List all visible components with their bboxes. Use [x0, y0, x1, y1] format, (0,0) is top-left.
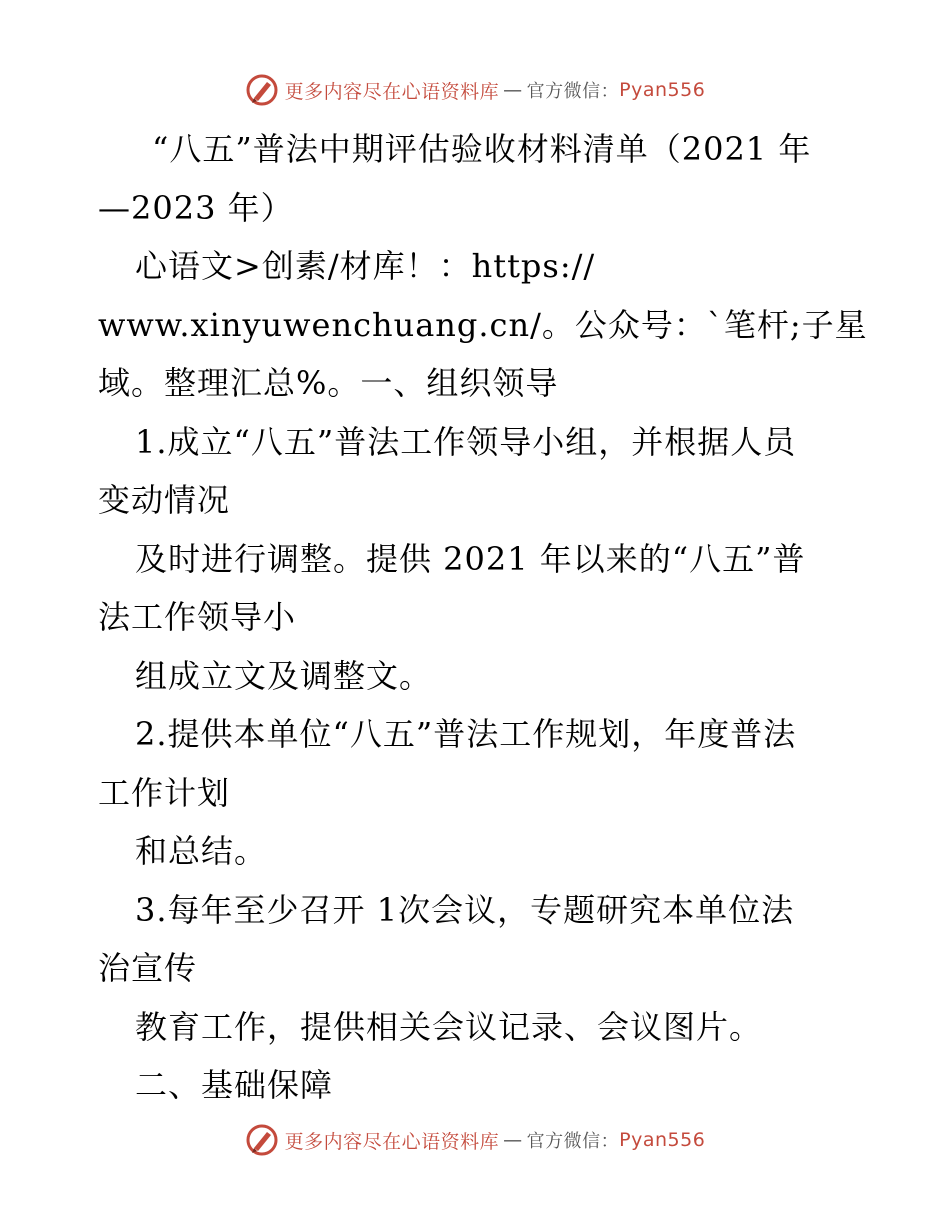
document-body	[98, 120, 868, 1115]
banner-wechat-id: Pyan556	[619, 79, 706, 101]
pen-logo-icon	[245, 73, 279, 107]
doc-line: 和总结。	[135, 832, 268, 870]
banner-separator: —	[503, 79, 523, 101]
pen-logo-icon	[245, 1123, 279, 1157]
doc-line: 3.每年至少召开 1次会议，专题研究本单位法	[135, 890, 795, 929]
doc-line: 心语文>创素/材库！：https://	[135, 247, 596, 285]
doc-line: 治宣传	[98, 949, 198, 987]
doc-title-line-2: —2023 年）	[98, 188, 294, 227]
doc-line: 及时进行调整。提供 2021 年以来的“八五”普	[135, 539, 806, 578]
footer-banner	[0, 1120, 950, 1160]
doc-line: www.xinyuwenchuang.cn/。公众号：`笔杆;子星	[98, 305, 868, 344]
doc-line: 法工作领导小	[98, 598, 297, 636]
banner-wechat-label: 官方微信：	[526, 81, 620, 102]
doc-line: 工作计划	[98, 773, 231, 812]
header-banner	[0, 70, 950, 110]
banner-wechat-id: Pyan556	[619, 1129, 706, 1151]
doc-line: 2.提供本单位“八五”普法工作规划，年度普法	[135, 715, 797, 753]
banner-main-text: 更多内容尽在心语资料库	[284, 1130, 500, 1153]
doc-line: 1.成立“八五”普法工作领导小组，并根据人员	[135, 422, 797, 461]
banner-wechat-label: 官方微信：	[526, 1131, 620, 1152]
banner-main-text: 更多内容尽在心语资料库	[284, 80, 500, 103]
doc-line: 教育工作，提供相关会议记录、会议图片。	[135, 1007, 763, 1046]
doc-line: 组成立文及调整文。	[135, 656, 433, 695]
section-heading: 二、基础保障	[135, 1066, 334, 1104]
doc-title-line-1: “八五”普法中期评估验收材料清单（2021 年	[152, 130, 812, 168]
doc-line: 域。整理汇总%。一、组织领导	[98, 364, 559, 402]
doc-line: 变动情况	[98, 481, 231, 519]
banner-separator: —	[503, 1129, 523, 1151]
